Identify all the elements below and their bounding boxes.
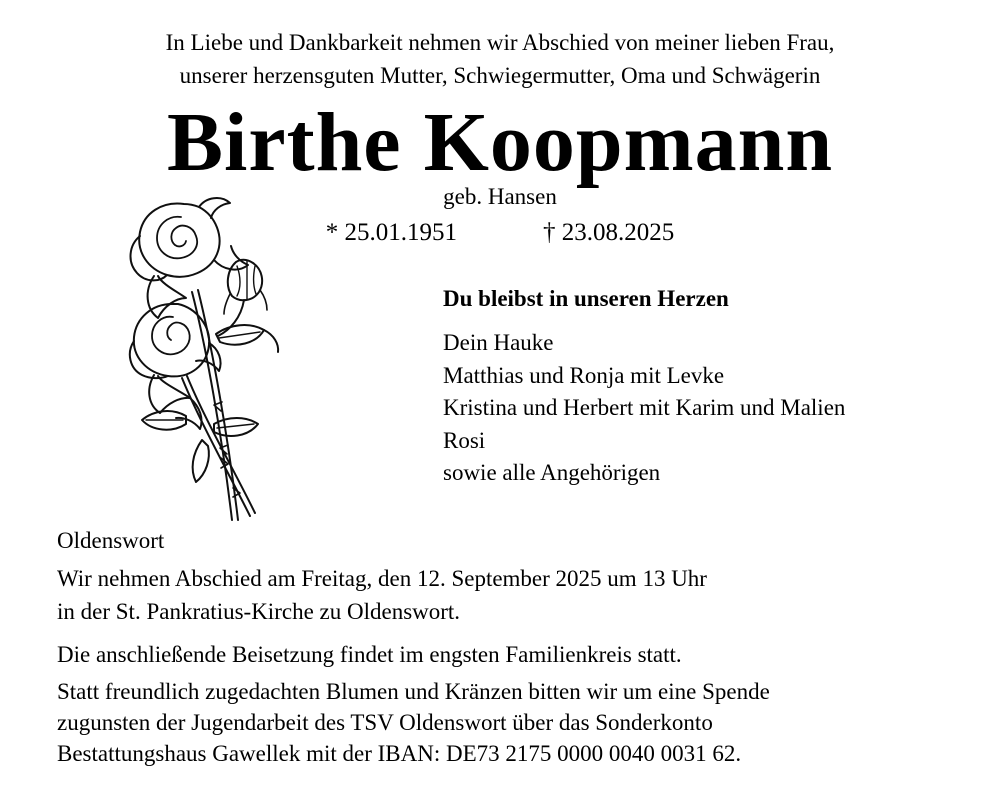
donation-line-3: Bestattungshaus Gawellek mit der IBAN: DE73 2175 0000 0040 0031 62. — [57, 741, 742, 766]
intro-line-1: In Liebe und Dankbarkeit nehmen wir Abschied von meiner lieben Frau, — [165, 30, 835, 55]
maiden-name: geb. Hansen — [443, 184, 557, 209]
service-line-2: in der St. Pankratius-Kirche zu Oldenswort. — [57, 598, 461, 624]
donation-info — [57, 676, 770, 769]
mourner-name: Dein Hauke — [443, 330, 554, 355]
donation-line-2: zugunsten der Jugendarbeit des TSV Oldenswort über das Sonderkonto — [57, 710, 713, 735]
mourner-name: sowie alle Angehörigen — [443, 460, 661, 485]
service-line-1: Wir nehmen Abschied am Freitag, den 12. September 2025 um 13 Uhr — [57, 566, 707, 591]
motto: Du bleibst in unseren Herzen — [443, 286, 729, 311]
intro-text — [0, 26, 1000, 92]
mourner-name: Rosi — [443, 427, 486, 453]
family-block — [443, 284, 845, 490]
service-info — [57, 563, 707, 628]
birth-date: * 25.01.1951 — [325, 219, 457, 246]
deceased-name: Birthe Koopmann — [166, 96, 834, 189]
place-name: Oldenswort — [57, 528, 165, 553]
intro-line-2: unserer herzensguten Mutter, Schwiegermutter, Oma und Schwägerin — [179, 63, 821, 88]
rose-illustration — [126, 196, 296, 524]
mourner-name: Kristina und Herbert mit Karim und Malien — [443, 395, 846, 420]
death-date: † 23.08.2025 — [543, 219, 675, 246]
burial-info: Die anschließende Beisetzung findet im engsten Familienkreis statt. — [57, 642, 682, 667]
donation-line-1: Statt freundlich zugedachten Blumen und Kränzen bitten wir um eine Spende — [57, 679, 770, 704]
mourner-name: Matthias und Ronja mit Levke — [443, 362, 725, 388]
